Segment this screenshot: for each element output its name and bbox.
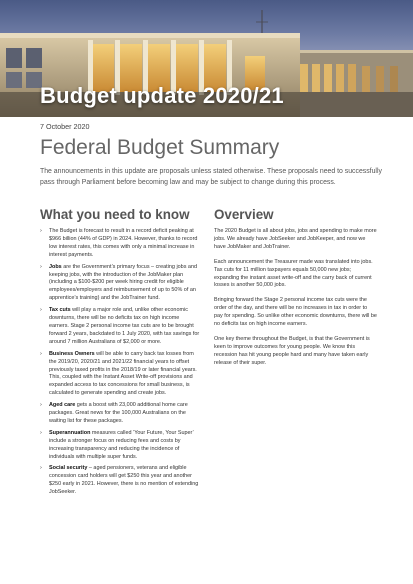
publish-date: 7 October 2020 [40,122,90,131]
list-item: › Aged care gets a boost with 23,000 additional home care packages. Great news for the 100,000 Australians on the waiting list for these packages. [40,402,188,424]
chevron-right-icon: › [40,465,42,472]
intro-paragraph: The announcements in this update are proposals unless stated otherwise. These proposals need to successfully pass through Parliament before becoming law and may be subject to change during this process. [40,168,382,186]
overview-paragraph: Bringing forward the Stage 2 personal income tax cuts were the order of the day, and there will be no increases in tax in order to pay for spending. So unlike other economic downturns, there will be no deficits tax on high income earners. [214,297,377,328]
page-title: Federal Budget Summary [40,136,280,159]
bullet-list [40,228,200,497]
list-item: › Social security – aged pensioners, veterans and eligible concession card holders will get $250 this year and another $250 early in 2021. However, there is no mention of extending JobSeeker. [40,465,199,496]
list-item: › Tax cuts will play a major role and, unlike other economic downturns, there will be no deficits tax on high income earners. Stage 2 personal income tax cuts are to be brought forward 2 years, backdated to 1 July 2020, with tax savings for around 7 million Australians of $2,000 or more. [40,307,200,345]
hero-title: Budget update 2020/21 [40,83,284,108]
list-item: › Jobs are the Government’s primary focus – creating jobs and keeping jobs, with the introduction of the JobMaker plan (including a $100-$200 per week hiring credit for eligible employees/employers and reimbursement of up to 50% of an apprentice’s training) and the JobTrainer fund. [40,263,198,302]
overview-paragraph: One key theme throughout the Budget, is that the Government is keen to improve outcomes for young people. We know this recession has hit young people hard and many have taken early release of their super. [214,335,370,366]
chevron-right-icon: › [40,228,42,234]
chevron-right-icon: › [40,263,42,270]
chevron-right-icon: › [40,307,42,314]
overview-section [214,207,377,375]
chevron-right-icon: › [40,350,42,357]
chevron-right-icon: › [40,402,42,409]
list-item: › The Budget is forecast to result in a record deficit peaking at $966 billion (44% of GDP) in 2024. However, thanks to record low interest rates, this comes with only a minimal increase in interest payments. [40,228,198,258]
section-heading: What you need to know [40,207,190,222]
list-item: › Business Owners will be able to carry back tax losses from the 2019/20, 2020/21 and 2021/22 financial years to offset previously taxed profits in the 2018/19 or later financial years. This, coupled with the Instant Asset Write-off provisions and expanded access to tax concessions for small business, is calculated to generate spending and create jobs. [40,350,197,397]
chevron-right-icon: › [40,429,42,436]
what-you-need-to-know-section [40,207,200,501]
section-heading: Overview [214,207,274,222]
overview-paragraph: Each announcement the Treasurer made was translated into jobs. Tax cuts for 11 million taxpayers equals 50,000 new jobs; expanding the instant asset write-off and the carry back of current losses is another 50,000 jobs. [214,258,373,289]
hero-banner [0,0,413,117]
list-item: › Superannuation measures called ‘Your Future, Your Super’ include a stronger focus on reducing fees and costs by increasing transparency and reducing the incidence of individuals with multiple super funds. [40,429,194,460]
overview-paragraph: The 2020 Budget is all about jobs, jobs and spending to make more jobs. We already have JobSeeker and JobKeeper, and now we have JobMaker and JobTrainer. [214,228,377,250]
